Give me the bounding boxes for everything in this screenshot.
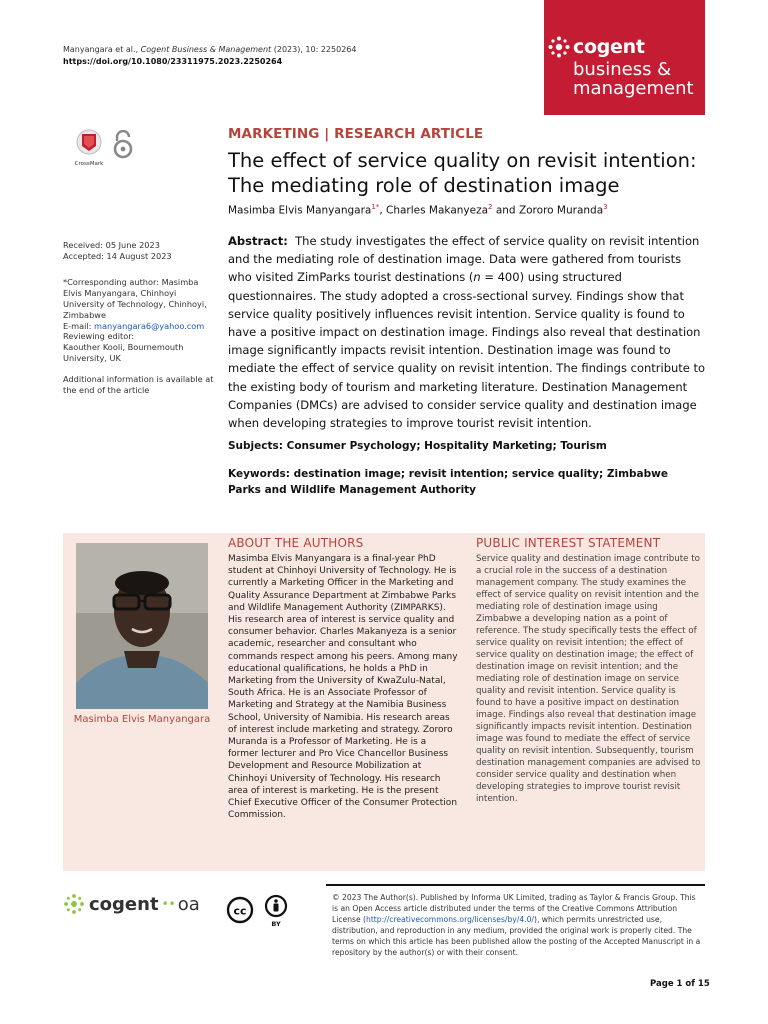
keywords: Keywords: destination image; revisit intention; service quality; Zimbabwe Parks and Wildlife Management Authority bbox=[228, 468, 668, 496]
brand-name: cogent bbox=[573, 36, 645, 58]
corresponding-text: *Corresponding author: Masimba Elvis Manyangara, Chinhoyi University of Technology, Chinhoyi, Zimbabwe bbox=[63, 277, 207, 320]
reviewing-name: Kaouther Kooli, Bournemouth University, UK bbox=[63, 342, 184, 363]
author-affil-sup[interactable]: 3 bbox=[603, 203, 608, 211]
brand-subtitle-line1: business & bbox=[573, 59, 672, 80]
subjects: Subjects: Consumer Psychology; Hospitality Marketing; Tourism bbox=[228, 440, 607, 452]
author-list bbox=[228, 203, 608, 217]
citation-line: Manyangara et al., Cogent Business & Management (2023), 10: 2250264 bbox=[63, 45, 357, 54]
article-dates bbox=[63, 240, 218, 262]
author-photo bbox=[76, 543, 208, 709]
about-authors-text: Masimba Elvis Manyangara is a final-year PhD student at Chinhoyi University of Technology. He is currently a Marketing Officer in the Marketing and Quality Assurance Department at Zimbabwe Parks and Wildlife Management Authority (ZIMPARKS). His research area of interest is service quality and consumer behavior. Charles Makanyeza is a senior academic, researcher and consultant who commands respect among his peers. Among many educational qualifications, he holds a PhD in Marketing from the University of KwaZulu-Natal, South Africa. He is an Associate Professor of Marketing and Strategy at the Namibia Business School, University of Namibia. His research areas of interest include marketing and strategy. Zororo Muranda is a Professor of Marketing. He is a former lecturer and Pro Vice Chancellor Business Development and Resource Mobilization at Chinhoyi University of Technology. His research area of interest is marketing. He is the present Chief Executive Officer of the Consumer Protection Commission. bbox=[228, 554, 458, 821]
additional-info: Additional information is available at the end of the article bbox=[63, 374, 214, 395]
received-date: Received: 05 June 2023 bbox=[63, 240, 160, 250]
accepted-date: Accepted: 14 August 2023 bbox=[63, 251, 172, 261]
abstract-n: n bbox=[473, 270, 481, 285]
email-link[interactable]: manyangara6@yahoo.com bbox=[94, 321, 205, 331]
photo-caption: Masimba Elvis Manyangara bbox=[73, 714, 211, 725]
author-affil-sup[interactable]: 1* bbox=[371, 203, 380, 211]
citation-header bbox=[63, 44, 356, 68]
author-name[interactable]: Charles Makanyeza bbox=[386, 204, 489, 217]
footer-logo-text: cogent bbox=[89, 893, 159, 915]
abstract-text: = 400) using structured questionnaires. The study adopted a cross-sectional survey. Findings show that service quality positively influences revisit intention. Service quality is found to have a positive impact on destination image. Findings also reveal that destination image significantly impacts revisit intention. Destination image was found to mediate the effect of service quality on revisit intention. The findings contribute to the existing body of tourism and marketing literature. Destination Management Companies (DMCs) are advised to consider service quality and destination image when developing strategies to improve tourist revisit intention. bbox=[228, 270, 706, 431]
public-interest-text: Service quality and destination image contribute to a crucial role in the success of a destination management company. The study examines the effect of service quality on revisit intention and the mediating role of destination image using Zimbabwe a developing nation as a point of reference. The study specifically tests the effect of service quality on revisit intention; the effect of service quality on destination image; the effect of destination image on revisit intention; and the mediating role of destination image on service quality and revisit intention. Service quality is found to have a positive impact on destination image. Findings also reveal that destination image significantly impacts revisit intention. Destination image was found to mediate the effect of service quality on revisit intention. Subsequently, tourism destination management companies are advised to consider service quality and destination when developing strategies to improve tourist revisit intention. bbox=[476, 554, 701, 804]
abstract bbox=[228, 232, 708, 432]
public-interest-heading: PUBLIC INTEREST STATEMENT bbox=[476, 536, 661, 550]
author-separator: , bbox=[379, 204, 386, 217]
author-name[interactable]: Zororo Muranda bbox=[518, 204, 604, 217]
crossmark-icon[interactable] bbox=[73, 128, 105, 168]
cogent-star-icon bbox=[548, 36, 570, 58]
corresponding-author bbox=[63, 277, 218, 332]
open-access-lock-icon bbox=[112, 130, 134, 160]
reviewing-editor bbox=[63, 331, 218, 364]
brand-subtitle-line2: management bbox=[573, 78, 694, 99]
brand-logo-row bbox=[548, 36, 645, 58]
doi-link[interactable]: https://doi.org/10.1080/23311975.2023.2250264 bbox=[63, 57, 283, 66]
author-separator: and bbox=[492, 204, 519, 217]
footer-divider bbox=[326, 884, 705, 886]
article-title bbox=[228, 148, 708, 198]
about-authors-heading: ABOUT THE AUTHORS bbox=[228, 536, 364, 550]
title-line2: The mediating role of destination image bbox=[228, 174, 620, 197]
author-name[interactable]: Masimba Elvis Manyangara bbox=[228, 204, 372, 217]
footer-logo-oa: oa bbox=[177, 893, 200, 915]
title-line1: The effect of service quality on revisit intention: bbox=[228, 149, 697, 172]
page-number: Page 1 of 15 bbox=[650, 979, 710, 989]
cogent-star-icon bbox=[63, 893, 85, 915]
journal-brand-logo bbox=[544, 0, 705, 115]
email-label: E-mail: bbox=[63, 321, 95, 331]
footer-logo-dots: •• bbox=[161, 897, 176, 911]
abstract-text: The study investigates the effect of service quality on revisit intention and the mediating role of destination image. Data were gathered from tourists who visited ZimParks tourist destinations ( bbox=[228, 234, 700, 285]
by-label: BY bbox=[271, 920, 281, 928]
brand-subtitle bbox=[573, 60, 694, 98]
cogent-oa-logo bbox=[63, 893, 200, 915]
license-statement bbox=[332, 892, 704, 958]
cc-label: cc bbox=[233, 904, 247, 918]
crossmark-label: CrossMark bbox=[74, 161, 104, 167]
author-affil-sup[interactable]: 2 bbox=[488, 203, 493, 211]
cc-by-license-icon[interactable] bbox=[226, 893, 292, 929]
license-text: ), which permits unrestricted use, distribution, and reproduction in any medium, provided the original work is properly cited. The terms on which this article has been published allow the posting of the Accepted Manuscript in a repository by the author(s) or with their consent. bbox=[332, 915, 701, 957]
section-tag: MARKETING | RESEARCH ARTICLE bbox=[228, 126, 484, 142]
reviewing-label: Reviewing editor: bbox=[63, 331, 135, 341]
license-text: © 2023 The Author(s). Published by Informa UK Limited, trading as Taylor & Francis Group. This is an Open Access article distributed under the terms of the Creative Commons Attribution License ( bbox=[332, 893, 696, 924]
license-link[interactable]: http://creativecommons.org/licenses/by/4.0/ bbox=[366, 915, 534, 924]
abstract-label: Abstract: bbox=[228, 234, 288, 248]
author-portrait-image bbox=[76, 543, 208, 709]
